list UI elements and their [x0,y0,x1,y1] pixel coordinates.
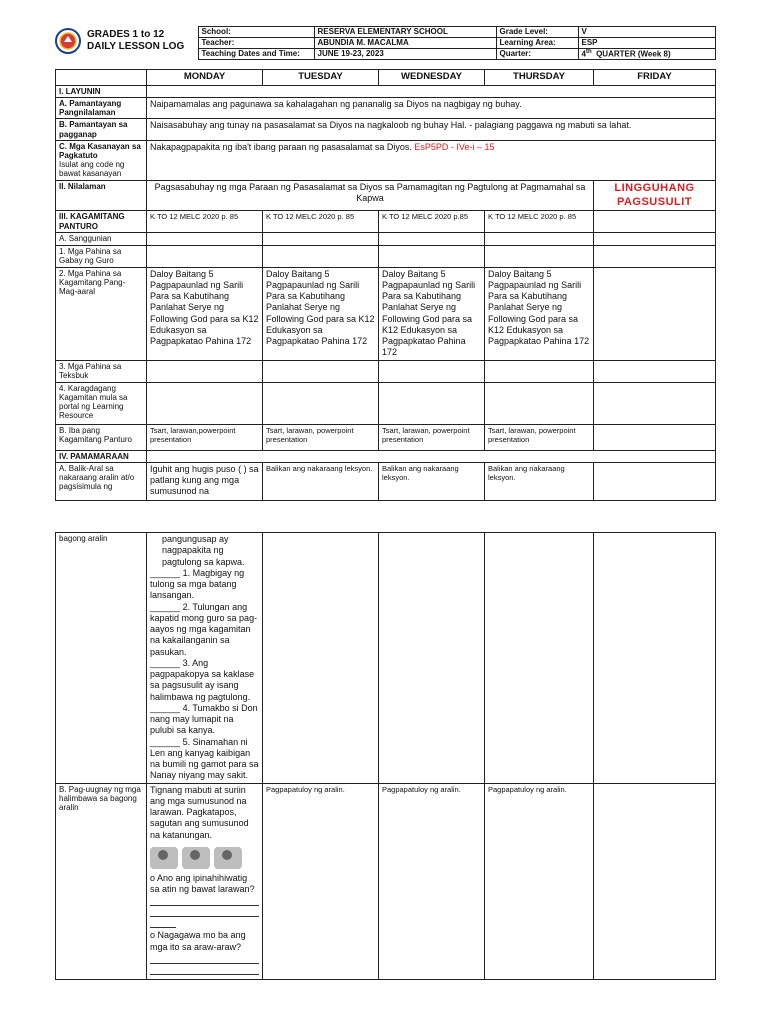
answer-line [150,965,259,975]
picture-row [150,847,259,869]
answer-line [150,907,259,917]
iba-tuesday: Tsart, larawan, powerpoint presentation [263,424,379,450]
teacher-value: ABUNDIA M. MACALMA [314,38,496,49]
dates-label: Teaching Dates and Time: [198,49,314,60]
pag-uugnay-monday: Tignang mabuti at suriin ang mga sumusunod na larawan. Pagkatapos, sagutan ang sumusunod na katanungan. [150,784,249,840]
pag-uugnay-tuesday: Pagpapatuloy ng aralin. [263,783,379,979]
magaaral-thursday: Daloy Baitang 5 Pagpapaunlad ng Sarili Para sa Kabutihang Panlahat Serye ng Following God para sa K12 Edukasyon sa Pagpapkatao Pahina 172 [485,267,594,360]
log-title-line1: GRADES 1 to 12 [87,29,165,40]
ref-wednesday: K TO 12 MELC 2020 p.85 [379,211,485,233]
day-monday: MONDAY [147,70,263,86]
objective-c-label: C. Mga Kasanayan sa Pagkatuto [59,141,141,161]
magaaral-tuesday: Daloy Baitang 5 Pagpapaunlad ng Sarili Para sa Kabutihang Panlahat Serye ng Following God para sa K12 Edukasyon sa Pagpapkatao Pahina 172 [263,267,379,360]
area-label: Learning Area: [496,38,578,49]
quarter-label: Quarter: [496,49,578,60]
balik-aral-monday-1: Iguhit ang hugis puso ( ) sa patlang kung ang mga sumusunod na [147,462,263,500]
balik-aral-label-cont: bagong aralin [56,533,147,784]
balik-aral-item-4: ______ 4. Tumakbo si Don nang may lumapit na pulubi sa kanya. [150,702,258,736]
day-thursday: THURSDAY [485,70,594,86]
teksbuk-label: 3. Mga Pahina sa Teksbuk [56,360,147,382]
ref-tuesday: K TO 12 MELC 2020 p. 85 [263,211,379,233]
balik-aral-tuesday: Balikan ang nakaraang leksyon. [263,462,379,500]
lesson-log-table-continued [55,532,716,980]
pag-uugnay-wednesday: Pagpapatuloy ng aralin. [379,783,485,979]
grade-label: Grade Level: [496,27,578,38]
day-wednesday: WEDNESDAY [379,70,485,86]
balik-aral-item-5: ______ 5. Sinamahan ni Len ang kanyag kaibigan na bumili ng gamot para sa Nanay niyang may sakit. [150,736,259,781]
header-table [55,26,716,60]
iba-thursday: Tsart, larawan, powerpoint presentation [485,424,594,450]
day-tuesday: TUESDAY [263,70,379,86]
section-nilalaman: II. Nilalaman [56,180,147,211]
log-title-line2: DAILY LESSON LOG [87,40,185,52]
balik-aral-item-1: ______ 1. Magbigay ng tulong sa mga batang lansangan. [150,567,245,601]
karagdagan-label: 4. Karagdagang Kagamitan mula sa portal ng Learning Resource [56,382,147,424]
magaaral-label: 2. Mga Pahina sa Kagamitang Pang-Mag-aaral [56,267,147,360]
gabay-guro-label: 1. Mga Pahina sa Gabay ng Guro [56,245,147,267]
balik-aral-item-3: ______ 3. Ang pagpapakopya sa kaklase sa pagsusulit ay isang halimbawa ng pagtulong. [150,657,255,702]
question-1: o Ano ang ipinahihiwatig sa atin ng bawat larawan? [150,872,255,894]
picture-helping-2 [182,847,210,869]
section-layunin: I. LAYUNIN [56,85,147,97]
iba-monday: Tsart, larawan,powerpoint presentation [147,424,263,450]
answer-line [150,918,176,928]
ref-thursday: K TO 12 MELC 2020 p. 85 [485,211,594,233]
ref-monday: K TO 12 MELC 2020 p. 85 [147,211,263,233]
section-kagamitan: III. KAGAMITANG PANTURO [56,211,147,233]
question-2: o Nagagawa mo ba ang mga ito sa araw-araw? [150,930,246,952]
balik-aral-wednesday: Balikan ang nakaraang leksyon. [379,462,485,500]
objective-c-sub: Isulat ang code ng bawat kasanayan [59,160,125,179]
iba-pang-label: B. Iba pang Kagamitang Panturo [56,424,147,450]
school-label: School: [198,27,314,38]
picture-helping-1 [150,847,178,869]
content-text: Pagsasabuhay ng mga Paraan ng Pasasalamat sa Diyos sa Pamamagitan ng Pagtulong at Pagmamahal sa Kapwa [147,180,594,211]
sanggunian-label: A. Sanggunian [56,233,147,245]
objective-b-label: B. Pamantayan sa pagganap [56,119,147,140]
area-value: ESP [578,38,715,49]
balik-aral-item-2: ______ 2. Tulungan ang kapatid mong guro sa pag-aayos ng mga kagamitan na kakailanganin sa pasukan. [150,601,258,657]
deped-seal-icon [55,28,81,54]
section-pamamaraan: IV. PAMAMARAAN [56,450,147,462]
teacher-label: Teacher: [198,38,314,49]
magaaral-wednesday: Daloy Baitang 5 Pagpapaunlad ng Sarili Para sa Kabutihang Panlahat Serye ng Following God para sa K12 Edukasyon sa Pagpapkatao Pahina 172 [379,267,485,360]
iba-wednesday: Tsart, larawan, powerpoint presentation [379,424,485,450]
objective-c-code: EsP5PD - IVe-i – 15 [414,141,495,152]
objective-c-text: Nakapagpapakita ng iba't ibang paraan ng pasasalamat sa Diyos. [150,141,412,152]
dates-value: JUNE 19-23, 2023 [314,49,496,60]
balik-aral-label: A. Balik-Aral sa nakaraang aralin at/o pagsisimula ng [56,462,147,500]
pag-uugnay-label: B. Pag-uugnay ng mga halimbawa sa bagong aralin [56,783,147,979]
friday-test: LINGGUHANG PAGSUSULIT [594,180,716,211]
lesson-log-table [55,69,716,501]
magaaral-monday: Daloy Baitang 5 Pagpapaunlad ng Sarili Para sa Kabutihang Panlahat Serye ng Following God para sa K12 Edukasyon sa Pagpapkatao Pahina 172 [147,267,263,360]
answer-line [150,896,259,906]
picture-helping-3 [214,847,242,869]
balik-aral-monday-2: pangungusap ay nagpapakita ng pagtulong sa kapwa. [162,534,245,567]
pag-uugnay-thursday: Pagpapatuloy ng aralin. [485,783,594,979]
objective-a-label: A. Pamantayang Pangnilalaman [56,98,147,119]
grade-value: V [578,27,715,38]
objective-a-text: Naipamamalas ang pagunawa sa kahalagahan ng pananalig sa Diyos na nagbigay ng buhay. [147,98,716,119]
day-friday: FRIDAY [594,70,716,86]
answer-line [150,954,259,964]
quarter-value: 4th QUARTER (Week 8) [578,49,715,60]
objective-b-text: Naisasabuhay ang tunay na pasasalamat sa Diyos na nagkaloob ng buhay Hal. - palagiang paggawa ng mabuti sa lahat. [147,119,716,140]
school-value: RESERVA ELEMENTARY SCHOOL [314,27,496,38]
balik-aral-thursday: Balikan ang nakaraang leksyon. [485,462,594,500]
